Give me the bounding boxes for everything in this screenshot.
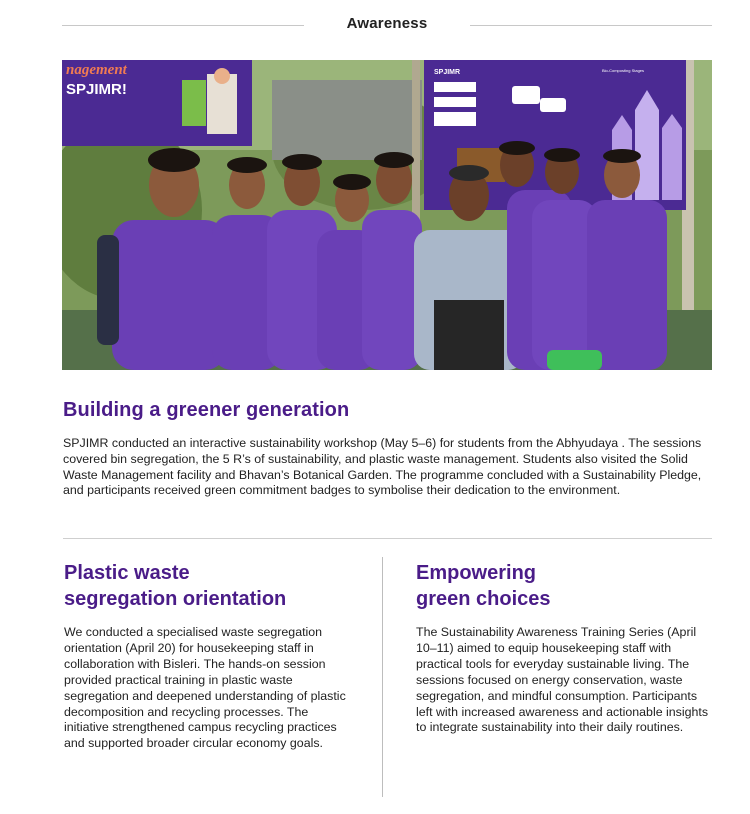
right-column-heading — [416, 560, 716, 612]
header-rule-right — [470, 25, 712, 26]
section-title: Awareness — [346, 15, 428, 32]
banner-right-brand: SPJIMR — [434, 69, 461, 76]
right-column-paragraph: The Sustainability Awareness Training Series (April 10–11) aimed to equip housekeeping staff with practical tools for everyday sustainable living. The sessions focused on energy conservation, waste segregation, and mindful consumption. Participants left with increased awareness and actionable insights to integrate sustainability into their daily routines. — [416, 625, 709, 735]
horizontal-divider — [63, 538, 712, 539]
main-paragraph: SPJIMR conducted an interactive sustainability workshop (May 5–6) for students from the Abhyudaya . The sessions covered bin segregation, the 5 R’s of sustainability, and plastic waste management. Students also visited the Solid Waste Management facility and Bhavan’s Botanical Garden. The programme concluded with a Sustainability Pledge, and participants received green commitment badges to symbolise their dedication to the environment. — [63, 436, 702, 498]
right-heading-line-1: Empowering — [416, 562, 537, 584]
banner-right-heading: Bio-Composting Stages — [602, 68, 645, 73]
banner-left — [62, 60, 252, 146]
left-column-heading — [64, 560, 364, 612]
right-heading-line-2: green choices — [416, 588, 551, 610]
main-heading: Building a greener generation — [63, 399, 350, 421]
left-heading-line-1: Plastic waste — [64, 562, 190, 584]
left-column-paragraph: We conducted a specialised waste segregation orientation (April 20) for housekeeping staff in collaboration with Bisleri. The hands-on session provided practical training in plastic waste segregation and deepened understanding of plastic decomposition and recycling processes. The initiative strengthened campus recycling practices and supported broader circular economy goals. — [64, 625, 346, 751]
left-heading-line-2: segregation orientation — [64, 588, 287, 610]
column-divider — [382, 557, 383, 797]
header-rule-left — [62, 25, 304, 26]
section-header — [62, 14, 712, 36]
banner-left-text-2: SPJIMR! — [66, 81, 127, 98]
workshop-group-photo — [62, 60, 712, 370]
banner-left-text-1: nagement — [66, 62, 127, 78]
